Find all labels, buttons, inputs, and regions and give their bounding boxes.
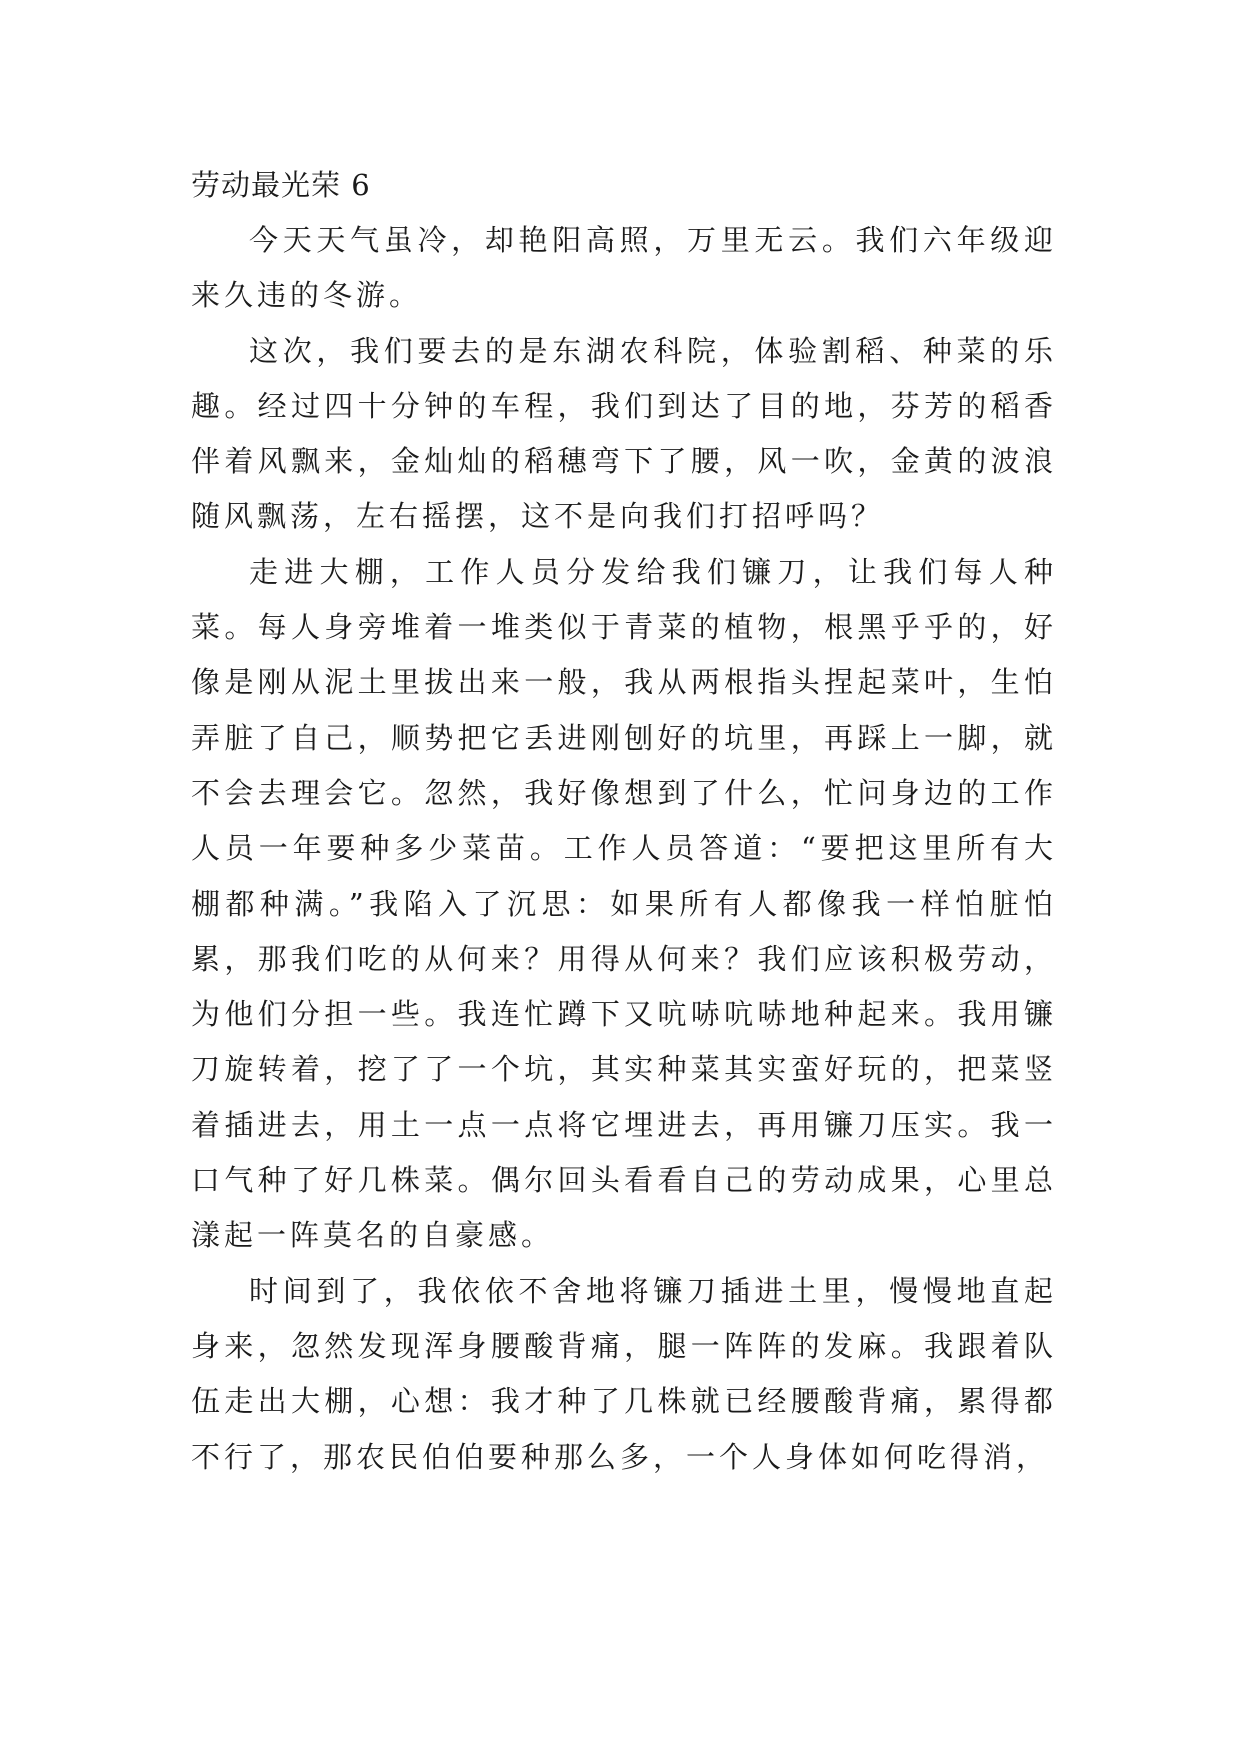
- document-title: 劳动最光荣 6: [191, 168, 371, 202]
- paragraph-3: 走进大棚，工作人员分发给我们镰刀，让我们每人种菜。每人身旁堆着一堆类似于青菜的植物，根黑乎乎的，好像是刚从泥土里拔出来一般，我从两根指头捏起菜叶，生怕弄脏了自己，顺势把它丢进刚刨好的坑里，再踩上一脚，就不会去理会它。忽然，我好像想到了什么，忙问身边的工作人员一年要种多少菜苗。工作人员答道：“要把这里所有大棚都种满。”我陷入了沉思：如果所有人都像我一样怕脏怕累，那我们吃的从何来？用得从何来？我们应该积极劳动，为他们分担一些。我连忙蹲下又吭哧吭哧地种起来。我用镰刀旋转着，挖了了一个坑，其实种菜其实蛮好玩的，把菜竖着插进去，用土一点一点将它埋进去，再用镰刀压实。我一口气种了好几株菜。偶尔回头看看自己的劳动成果，心里总漾起一阵莫名的自豪感。: [191, 554, 1057, 1253]
- paragraph-2: 这次，我们要去的是东湖农科院，体验割稻、种菜的乐趣。经过四十分钟的车程，我们到达了目的地，芬芳的稻香伴着风飘来，金灿灿的稻穗弯下了腰，风一吹，金黄的波浪随风飘荡，左右摇摆，这不是向我们打招呼吗？: [191, 333, 1057, 534]
- paragraph-4: 时间到了，我依依不舍地将镰刀插进土里，慢慢地直起身来，忽然发现浑身腰酸背痛，腿一阵阵的发麻。我跟着队伍走出大棚，心想：我才种了几株就已经腰酸背痛，累得都不行了，那农民伯伯要种那么多，一个人身体如何吃得消，: [191, 1273, 1057, 1474]
- paragraph-1: 今天天气虽冷，却艳阳高照，万里无云。我们六年级迎来久违的冬游。: [191, 223, 1057, 313]
- document-body: [191, 158, 1057, 1485]
